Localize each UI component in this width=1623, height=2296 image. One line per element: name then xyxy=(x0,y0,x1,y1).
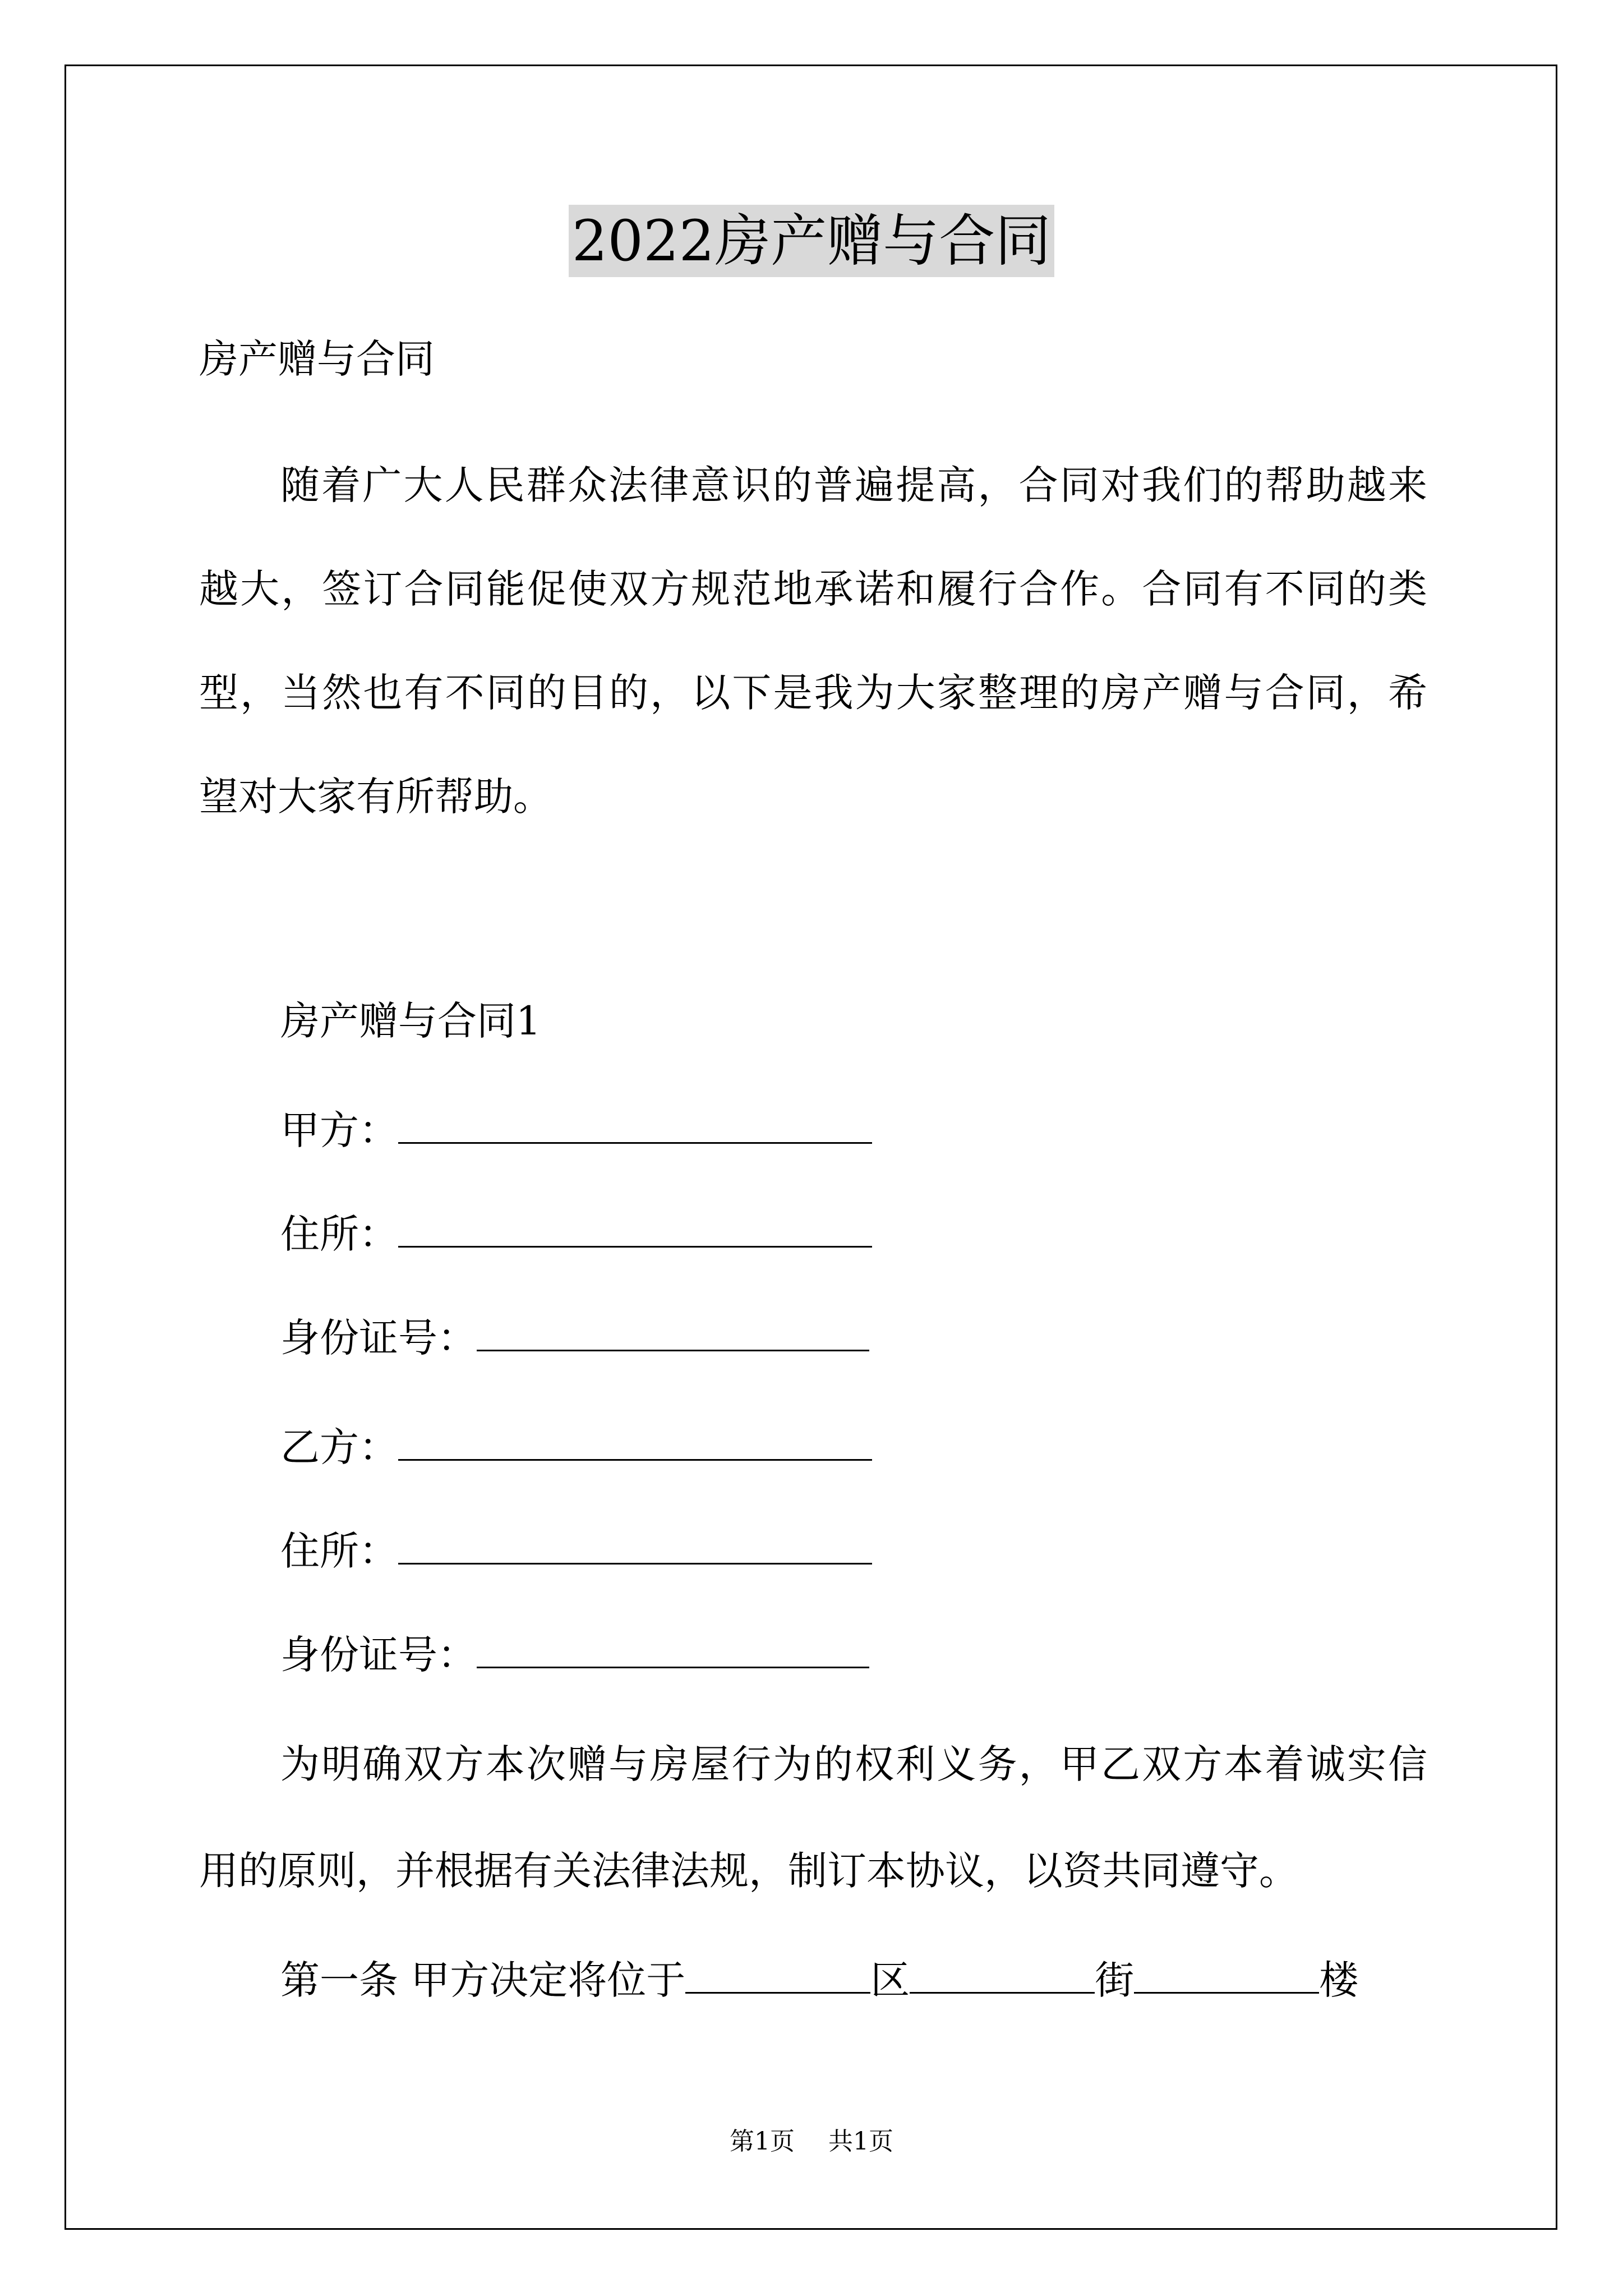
party-b-label: 乙方： xyxy=(280,1424,398,1470)
party-b-address-label: 住所： xyxy=(280,1528,398,1574)
page-total: 共1页 xyxy=(828,2127,893,2156)
party-a-id-label: 身份证号： xyxy=(280,1315,477,1361)
party-a-row xyxy=(280,1102,872,1158)
document-subtitle: 房产赠与合同 xyxy=(199,336,435,382)
article-1-blank xyxy=(1134,1953,1319,1994)
party-a-id-row xyxy=(280,1310,869,1366)
article-1-row xyxy=(280,1952,1427,2008)
party-a-address-row xyxy=(280,1206,872,1262)
document-title: 2022房产赠与合同 xyxy=(0,203,1623,279)
article-1-blank xyxy=(685,1953,870,1994)
party-a-id-blank xyxy=(477,1310,869,1351)
party-b-id-blank xyxy=(477,1627,869,1668)
party-a-address-label: 住所： xyxy=(280,1211,398,1257)
page-number: 第1页 xyxy=(730,2127,795,2156)
party-b-row xyxy=(280,1419,872,1475)
intro-line: 随着广大人民群众法律意识的普遍提高，合同对我们的帮助越来 xyxy=(280,462,1427,508)
purpose-line: 用的原则，并根据有关法律法规，制订本协议，以资共同遵守。 xyxy=(199,1848,1298,1894)
party-b-id-label: 身份证号： xyxy=(280,1632,477,1678)
article-1-building: 楼 xyxy=(1319,1957,1359,2003)
intro-line: 望对大家有所帮助。 xyxy=(199,774,552,820)
party-a-label: 甲方： xyxy=(280,1107,398,1153)
section-title: 房产赠与合同1 xyxy=(280,998,541,1044)
intro-line: 型，当然也有不同的目的，以下是我为大家整理的房产赠与合同，希 xyxy=(199,670,1427,716)
party-a-blank xyxy=(398,1103,872,1144)
page-footer xyxy=(0,2125,1623,2159)
party-b-address-row xyxy=(280,1523,872,1579)
purpose-line: 为明确双方本次赠与房屋行为的权利义务，甲乙双方本着诚实信 xyxy=(280,1741,1427,1787)
party-a-address-blank xyxy=(398,1207,872,1248)
article-1-prefix: 第一条 甲方决定将位于 xyxy=(280,1957,686,2003)
article-1-street: 街 xyxy=(1095,1957,1135,2003)
party-b-id-row xyxy=(280,1627,869,1683)
article-1-blank xyxy=(910,1953,1095,1994)
party-b-address-blank xyxy=(398,1524,872,1565)
party-b-blank xyxy=(398,1420,872,1461)
article-1-district: 区 xyxy=(870,1957,910,2003)
intro-line: 越大，签订合同能促使双方规范地承诺和履行合作。合同有不同的类 xyxy=(199,566,1427,612)
